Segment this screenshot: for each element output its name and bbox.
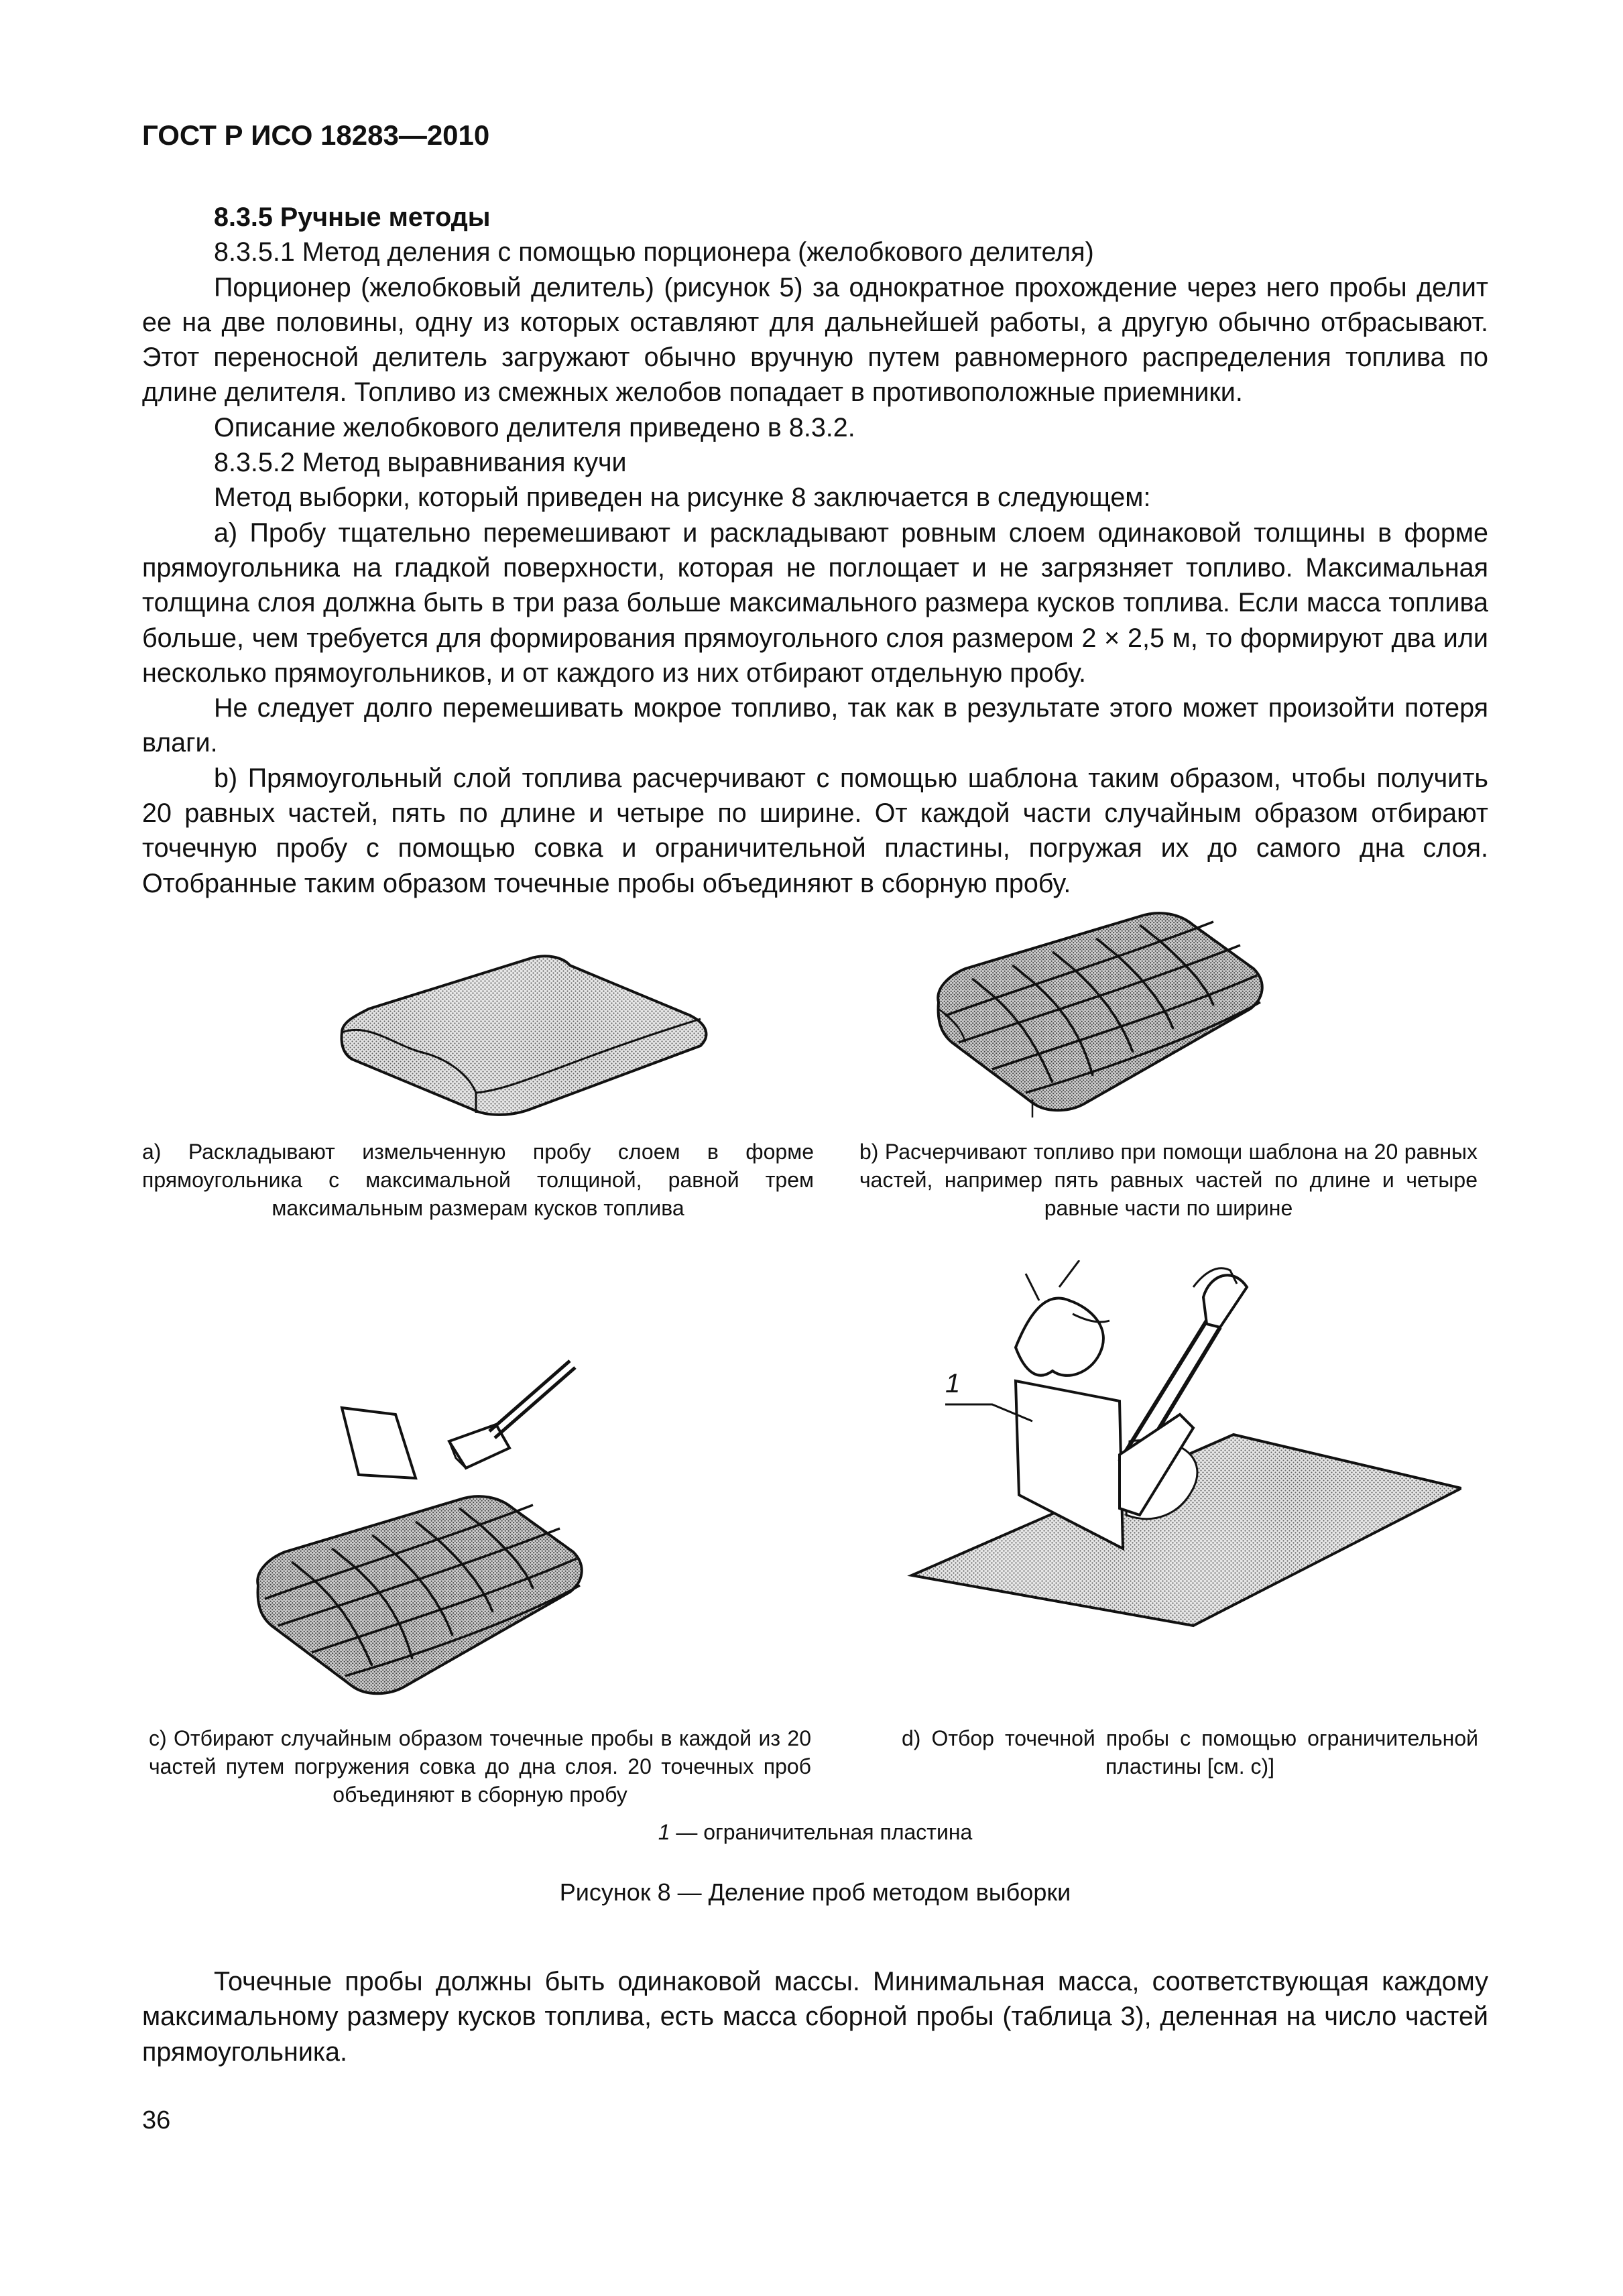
page-number: 36 <box>142 2106 171 2134</box>
figure-d-plate-illustration <box>898 1260 1461 1636</box>
figure-title: Рисунок 8 — Деление проб методом выборки <box>559 1878 1071 1906</box>
document-header: ГОСТ Р ИСО 18283—2010 <box>142 119 490 151</box>
paragraph: Метод выборки, который приведен на рисунке 8 заключается в следующем: <box>214 483 1151 513</box>
paragraph: Порционер (желобковый делитель) (рисунок 5) за однократное прохождение через него пробы делит ее на две половины, одну из которых оставляют для дальнейшей работы, а другую обычно отбрасывают. Этот переносной делитель загружают обычно вручную путем равномерного распределения топлива по длине делителя. Топливо из смежных желобов попадает в противоположные приемники. <box>142 272 1488 408</box>
paragraph: Точечные пробы должны быть одинаковой массы. Минимальная масса, соответствующая каждому максимальному размеру кусков топлива, есть масса сборной пробы (таблица 3), деленная на число частей прямоугольника. <box>142 1967 1488 2067</box>
figure-c-scoop-illustration <box>241 1341 617 1716</box>
paragraph: b) Прямоугольный слой топлива расчерчивают с помощью шаблона таким образом, чтобы получить 20 равных частей, пять по длине и четыре по ширине. От каждой части случайным образом отбирают точечную пробу с помощью совка и ограничительной пластины, погружая их до самого дна слоя. Отобранные таким образом точечные пробы объединяют в сборную пробу. <box>142 763 1488 898</box>
paragraph: Описание желобкового делителя приведено в 8.3.2. <box>214 412 855 442</box>
legend-number: 1 <box>658 1820 670 1844</box>
caption-a: а) Раскладывают измельченную пробу слоем в форме прямоугольника с максимальной толщиной, равной трем максимальным размерам кусков топлива <box>142 1140 814 1220</box>
paragraph: 8.3.5.1 Метод деления с помощью порционера (желобкового делителя) <box>214 237 1094 267</box>
figure-b-gridded-illustration <box>925 908 1274 1123</box>
label-1: 1 <box>945 1369 961 1398</box>
section-heading: 8.3.5 Ручные методы <box>214 202 491 232</box>
figure-a-layer-illustration <box>315 952 744 1126</box>
paragraph: Не следует долго перемешивать мокрое топливо, так как в результате этого может произойти потеря влаги. <box>142 693 1488 758</box>
caption-b: b) Расчерчивают топливо при помощи шаблона на 20 равных частей, например пять равных частей по длине и четыре равные части по ширине <box>859 1140 1478 1220</box>
main-text-top <box>142 200 1488 901</box>
main-text-bottom <box>142 1964 1488 2069</box>
caption-d: d) Отбор точечной пробы с помощью ограничительной пластины [см. с)] <box>902 1726 1478 1778</box>
caption-c: с) Отбирают случайным образом точечные пробы в каждой из 20 частей путем погружения совка до дна слоя. 20 точечных проб объединяют в сборную пробу <box>149 1726 811 1807</box>
paragraph: а) Пробу тщательно перемешивают и раскладывают ровным слоем одинаковой толщины в форме прямоугольника на гладкой поверхности, которая не поглощает и не загрязняет топливо. Максимальная толщина слоя должна быть в три раза больше максимального размера кусков топлива. Если масса топлива больше, чем требуется для формирования прямоугольного слоя размером 2 × 2,5 м, то формируют два или несколько прямоугольников, и от каждого из них отбирают отдельную пробу. <box>142 518 1488 688</box>
paragraph: 8.3.5.2 Метод выравнивания кучи <box>214 448 627 478</box>
legend-text: — ограничительная пластина <box>676 1820 973 1844</box>
figure-legend <box>142 1818 1488 1846</box>
